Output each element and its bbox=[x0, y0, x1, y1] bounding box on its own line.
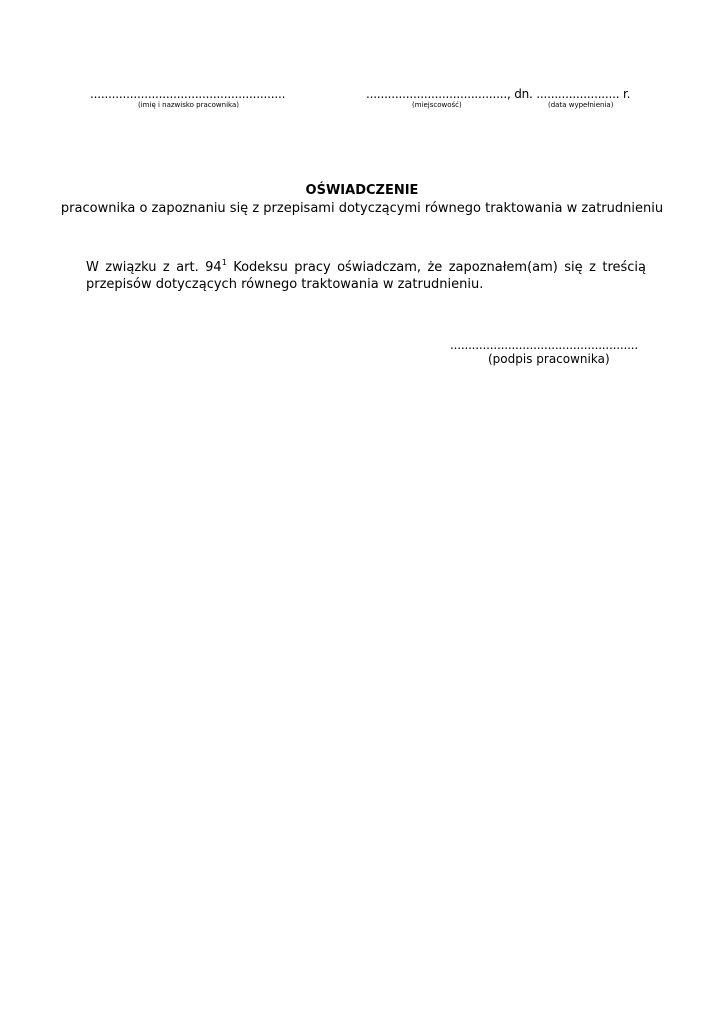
signature-caption: (podpis pracownika) bbox=[488, 352, 610, 366]
place-caption: (miejscowość) bbox=[412, 101, 462, 109]
article-superscript: 1 bbox=[221, 258, 227, 267]
document-subtitle: pracownika o zapoznaniu się z przepisami dotyczącymi równego traktowania w zatrudnieniu bbox=[60, 201, 664, 216]
date-caption: (data wypełnienia) bbox=[548, 101, 614, 109]
place-date-field[interactable]: ......................................., dn. ....................... r. bbox=[366, 87, 631, 101]
declaration-body bbox=[86, 259, 646, 293]
declaration-text-start: W związku z art. 94 bbox=[86, 260, 222, 275]
document-title: OŚWIADCZENIE bbox=[305, 183, 419, 198]
declaration-text-end: Kodeksu pracy oświadczam, że zapoznałem(am) się z treścią przepisów dotyczących równego traktowania w zatrudnieniu. bbox=[86, 260, 647, 292]
employee-name-field[interactable]: ...................................................... bbox=[90, 87, 286, 101]
signature-field[interactable]: .................................................... bbox=[450, 338, 638, 352]
employee-name-caption: (imię i nazwisko pracownika) bbox=[138, 101, 239, 109]
